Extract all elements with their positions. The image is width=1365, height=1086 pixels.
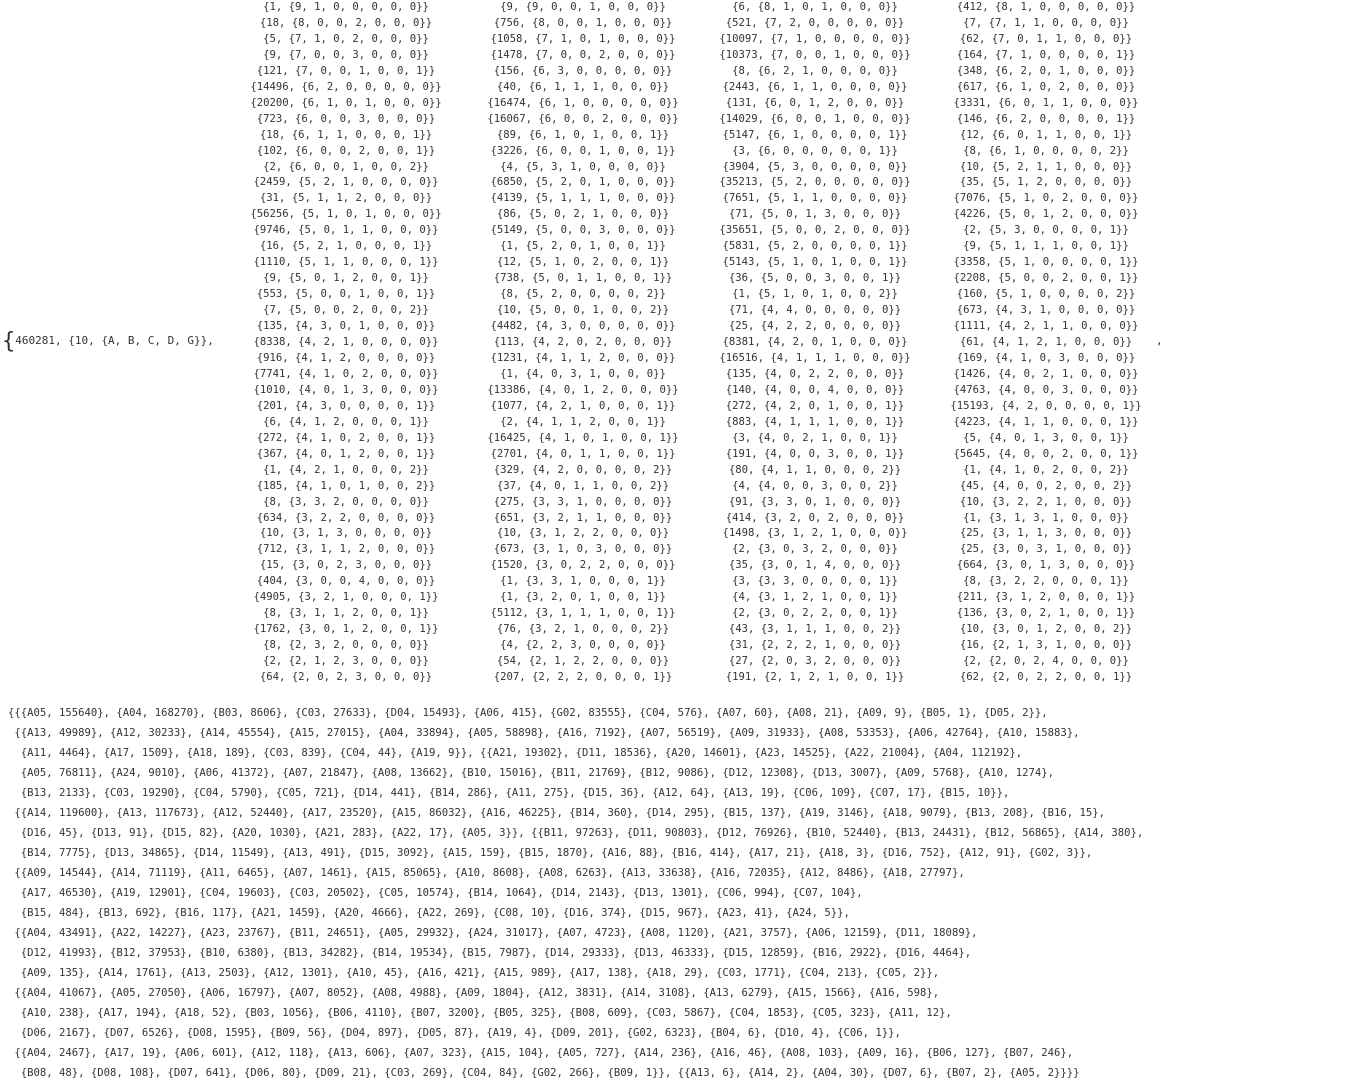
- matrix-entry: {3, {4, 0, 2, 1, 0, 0, 1}}: [732, 431, 898, 444]
- matrix-entry: {8, {3, 3, 2, 0, 0, 0, 0}}: [263, 495, 429, 508]
- matrix-entry: {13386, {4, 0, 1, 2, 0, 0, 0}}: [487, 383, 679, 396]
- matrix-entry: {10, {3, 0, 1, 2, 0, 0, 2}}: [959, 623, 1133, 636]
- matrix-entry: {121, {7, 0, 0, 1, 0, 0, 1}}: [256, 64, 436, 77]
- matrix-entry: {6850, {5, 2, 0, 1, 0, 0, 0}}: [490, 176, 676, 189]
- matrix-entry: {76, {3, 2, 1, 0, 0, 0, 2}}: [496, 623, 670, 636]
- nested-list-output: [8, 703, 1362, 1083]
- matrix-entry: {1, {9, 1, 0, 0, 0, 0, 0}}: [263, 1, 429, 13]
- matrix-entry: {10097, {7, 1, 0, 0, 0, 0, 0}}: [719, 32, 911, 45]
- matrix-entry: {7651, {5, 1, 1, 0, 0, 0, 0}}: [722, 192, 908, 205]
- output-line: {B13, 2133}, {C03, 19290}, {C04, 5790}, {C05, 721}, {D14, 441}, {B14, 286}, {A11, 275}, {D15, 36}, {A12, 64}, {A13, 19}, {C06, 109}, {C07, 17}, {B15, 10}},: [8, 787, 1010, 799]
- matrix-entry: {9, {5, 1, 1, 1, 0, 0, 1}}: [963, 240, 1129, 253]
- output-line: {{A13, 49989}, {A12, 30233}, {A14, 45554}, {A15, 27015}, {A04, 33894}, {A05, 58898}, {A16, 7192}, {A07, 56519}, {A09, 31933}, {A08, 53353}, {A06, 42764}, {A10, 15883},: [8, 727, 1080, 739]
- matrix-entry: {8, {3, 1, 1, 2, 0, 0, 1}}: [263, 607, 429, 620]
- matrix-entry: {80, {4, 1, 1, 0, 0, 0, 2}}: [728, 463, 902, 476]
- output-line: {B14, 7775}, {D13, 34865}, {D14, 11549}, {A13, 491}, {D15, 3092}, {A15, 159}, {B15, 1870}, {A16, 88}, {B16, 414}, {A17, 21}, {A18, 3}, {D16, 752}, {A12, 91}, {G02, 3}},: [8, 847, 1093, 859]
- matrix-entry: {3, {3, 3, 0, 0, 0, 0, 1}}: [732, 575, 898, 588]
- matrix-entry: {8, {2, 3, 2, 0, 0, 0, 0}}: [263, 639, 429, 652]
- matrix-entry: {9746, {5, 0, 1, 1, 0, 0, 0}}: [253, 224, 439, 237]
- output-line: {D12, 41993}, {B12, 37953}, {B10, 6380}, {B13, 34282}, {B14, 19534}, {B15, 7987}, {D14, 29333}, {D13, 46333}, {D15, 12859}, {B16, 2922}, {D16, 4464},: [8, 947, 972, 959]
- matrix-entry: {16, {5, 2, 1, 0, 0, 0, 1}}: [259, 240, 433, 253]
- matrix-entry: {6, {8, 1, 0, 1, 0, 0, 0}}: [732, 1, 898, 13]
- matrix-entry: {1762, {3, 0, 1, 2, 0, 0, 1}}: [253, 623, 439, 636]
- matrix-entry: {673, {3, 1, 0, 3, 0, 0, 0}}: [493, 543, 673, 556]
- matrix-entry: {2208, {5, 0, 0, 2, 0, 0, 1}}: [953, 272, 1139, 285]
- matrix-entry: {25, {4, 2, 2, 0, 0, 0, 0}}: [728, 320, 902, 333]
- matrix-entry: {62, {2, 0, 2, 2, 0, 0, 1}}: [959, 671, 1133, 684]
- matrix-entry: {2701, {4, 0, 1, 1, 0, 0, 1}}: [490, 447, 676, 460]
- matrix-entry: {191, {4, 0, 0, 3, 0, 0, 1}}: [725, 447, 905, 460]
- matrix-entry: {35, {5, 1, 2, 0, 0, 0, 0}}: [959, 176, 1133, 189]
- matrix-entry: {1, {3, 2, 0, 1, 0, 0, 1}}: [500, 591, 666, 604]
- output-line: {A10, 238}, {A17, 194}, {A18, 52}, {B03, 1056}, {B06, 4110}, {B07, 3200}, {B05, 325}, {B08, 609}, {C03, 5867}, {C04, 1853}, {C05, 323}, {A11, 12},: [8, 1007, 952, 1019]
- matrix-entry: {617, {6, 1, 0, 2, 0, 0, 0}}: [956, 80, 1136, 93]
- matrix-entry: {5, {4, 0, 1, 3, 0, 0, 1}}: [963, 431, 1129, 444]
- matrix-entry: {4, {4, 0, 0, 3, 0, 0, 2}}: [732, 479, 898, 492]
- matrix-entry: {31, {2, 2, 2, 1, 0, 0, 0}}: [728, 639, 902, 652]
- matrix-entry: {5, {7, 1, 0, 2, 0, 0, 0}}: [263, 32, 429, 45]
- matrix-entry: {7741, {4, 1, 0, 2, 0, 0, 0}}: [253, 367, 439, 380]
- matrix-entry: {2459, {5, 2, 1, 0, 0, 0, 0}}: [253, 176, 439, 189]
- matrix-entry: {738, {5, 0, 1, 1, 0, 0, 1}}: [493, 272, 673, 285]
- matrix-entry: {18, {8, 0, 0, 2, 0, 0, 0}}: [259, 16, 433, 29]
- matrix-entry: {62, {7, 0, 1, 1, 0, 0, 0}}: [959, 32, 1133, 45]
- matrix-entry: {91, {3, 3, 0, 1, 0, 0, 0}}: [728, 495, 902, 508]
- matrix-entry: {4226, {5, 0, 1, 2, 0, 0, 0}}: [953, 208, 1139, 221]
- matrix-entry: {673, {4, 3, 1, 0, 0, 0, 0}}: [956, 304, 1136, 317]
- matrix-entry: {160, {5, 1, 0, 0, 0, 0, 2}}: [956, 288, 1136, 301]
- matrix-entry: {20200, {6, 1, 0, 1, 0, 0, 0}}: [250, 96, 442, 109]
- matrix-entry: {1, {3, 3, 1, 0, 0, 0, 1}}: [500, 575, 666, 588]
- matrix-entry: {1058, {7, 1, 0, 1, 0, 0, 0}}: [490, 32, 676, 45]
- matrix-entry: {35213, {5, 2, 0, 0, 0, 0, 0}}: [719, 176, 911, 189]
- matrix-entry: {45, {4, 0, 0, 2, 0, 0, 2}}: [959, 479, 1133, 492]
- matrix-entry: {2443, {6, 1, 1, 0, 0, 0, 0}}: [722, 80, 908, 93]
- matrix-entry: {2, {2, 0, 2, 4, 0, 0, 0}}: [963, 655, 1129, 668]
- matrix-entry: {712, {3, 1, 1, 2, 0, 0, 0}}: [256, 543, 436, 556]
- matrix-entry: {756, {8, 0, 0, 1, 0, 0, 0}}: [493, 16, 673, 29]
- matrix-entry: {1, {4, 2, 1, 0, 0, 0, 2}}: [263, 463, 429, 476]
- output-line: {{A09, 14544}, {A14, 71119}, {A11, 6465}, {A07, 1461}, {A15, 85065}, {A10, 8608}, {A08, 6263}, {A13, 33638}, {A16, 72035}, {A12, 8486}, {A18, 27797},: [8, 867, 965, 879]
- matrix-entry: {634, {3, 2, 2, 0, 0, 0, 0}}: [256, 511, 436, 524]
- matrix-entry: {1478, {7, 0, 0, 2, 0, 0, 0}}: [490, 48, 676, 61]
- matrix-entry: {16474, {6, 1, 0, 0, 0, 0, 0}}: [487, 96, 679, 109]
- trailing-comma: ,: [1156, 334, 1163, 347]
- matrix-entry: {8, {3, 2, 2, 0, 0, 0, 1}}: [963, 575, 1129, 588]
- matrix-entry: {61, {4, 1, 2, 1, 0, 0, 0}}: [959, 336, 1133, 349]
- matrix-entry: {272, {4, 1, 0, 2, 0, 0, 1}}: [256, 431, 436, 444]
- output-line: {D16, 45}, {D13, 91}, {D15, 82}, {A20, 1030}, {A21, 283}, {A22, 17}, {A05, 3}}, {{B11, 97263}, {D11, 90803}, {D12, 76926}, {B10, 52440}, {B13, 24431}, {B12, 56865}, {A14, 380},: [8, 827, 1144, 839]
- matrix-entry: {191, {2, 1, 2, 1, 0, 0, 1}}: [725, 671, 905, 684]
- matrix-entry: {1077, {4, 2, 1, 0, 0, 0, 1}}: [490, 399, 676, 412]
- matrix-entry: {4905, {3, 2, 1, 0, 0, 0, 1}}: [253, 591, 439, 604]
- matrix-entry: {27, {2, 0, 3, 2, 0, 0, 0}}: [728, 655, 902, 668]
- matrix-entry: {113, {4, 2, 0, 2, 0, 0, 0}}: [493, 336, 673, 349]
- matrix-entry: {89, {6, 1, 0, 1, 0, 0, 1}}: [496, 128, 670, 141]
- matrix-entry: {169, {4, 1, 0, 3, 0, 0, 0}}: [956, 351, 1136, 364]
- matrix-entry: {348, {6, 2, 0, 1, 0, 0, 0}}: [956, 64, 1136, 77]
- matrix-entry: {412, {8, 1, 0, 0, 0, 0, 0}}: [956, 1, 1136, 13]
- matrix-entry: {7, {5, 0, 0, 2, 0, 0, 2}}: [263, 304, 429, 317]
- matrix-entry: {1, {4, 1, 0, 2, 0, 0, 2}}: [963, 463, 1129, 476]
- matrix-entry: {4223, {4, 1, 1, 0, 0, 0, 1}}: [953, 415, 1139, 428]
- matrix-entry: {2, {5, 3, 0, 0, 0, 0, 1}}: [963, 224, 1129, 237]
- matrix-entry: {1110, {5, 1, 1, 0, 0, 0, 1}}: [253, 256, 439, 269]
- matrix-column-1: [228, 0, 464, 686]
- matrix-entry: {14496, {6, 2, 0, 0, 0, 0, 0}}: [250, 80, 442, 93]
- matrix-entry: {521, {7, 2, 0, 0, 0, 0, 0}}: [725, 16, 905, 29]
- matrix-entry: {146, {6, 2, 0, 0, 0, 0, 1}}: [956, 112, 1136, 125]
- matrix-entry: {5112, {3, 1, 1, 1, 0, 0, 1}}: [490, 607, 676, 620]
- matrix-entry: {37, {4, 0, 1, 1, 0, 0, 2}}: [496, 479, 670, 492]
- output-line: {B08, 48}, {D08, 108}, {D07, 641}, {D06, 80}, {D09, 21}, {C03, 269}, {C04, 84}, {G02, 266}, {B09, 1}}, {{A13, 6}, {A14, 2}, {A04, 30}, {D07, 6}, {B07, 2}, {A05, 2}}}}: [8, 1067, 1080, 1079]
- matrix-entry: {9, {7, 0, 0, 3, 0, 0, 0}}: [263, 48, 429, 61]
- matrix-entry: {2, {2, 1, 2, 3, 0, 0, 0}}: [263, 655, 429, 668]
- matrix-entry: {1, {5, 1, 0, 1, 0, 0, 2}}: [732, 288, 898, 301]
- matrix-entry: {4763, {4, 0, 0, 3, 0, 0, 0}}: [953, 383, 1139, 396]
- matrix-column-2: [466, 0, 700, 686]
- matrix-entry: {31, {5, 1, 1, 2, 0, 0, 0}}: [259, 192, 433, 205]
- matrix-entry: {883, {4, 1, 1, 1, 0, 0, 1}}: [725, 415, 905, 428]
- matrix-entry: {10, {5, 2, 1, 1, 0, 0, 0}}: [959, 160, 1133, 173]
- matrix-entry: {15193, {4, 2, 0, 0, 0, 0, 1}}: [950, 399, 1142, 412]
- matrix-column-4: [930, 0, 1162, 686]
- matrix-entry: {10, {3, 2, 2, 1, 0, 0, 0}}: [959, 495, 1133, 508]
- matrix-entry: {553, {5, 0, 0, 1, 0, 0, 1}}: [256, 288, 436, 301]
- matrix-entry: {156, {6, 3, 0, 0, 0, 0, 0}}: [493, 64, 673, 77]
- output-line: {A05, 76811}, {A24, 9010}, {A06, 41372}, {A07, 21847}, {A08, 13662}, {B10, 15016}, {B11, 21769}, {B12, 9086}, {D12, 12308}, {D13, 3007}, {A09, 5768}, {A10, 1274},: [8, 767, 1054, 779]
- matrix-entry: {56256, {5, 1, 0, 1, 0, 0, 0}}: [250, 208, 442, 221]
- matrix-entry: {5147, {6, 1, 0, 0, 0, 0, 1}}: [722, 128, 908, 141]
- matrix-entry: {16, {2, 1, 3, 1, 0, 0, 0}}: [959, 639, 1133, 652]
- open-brace: {: [2, 329, 16, 354]
- matrix-entry: {207, {2, 2, 2, 0, 0, 0, 1}}: [493, 671, 673, 684]
- matrix-entry: {651, {3, 2, 1, 1, 0, 0, 0}}: [493, 511, 673, 524]
- matrix-entry: {64, {2, 0, 2, 3, 0, 0, 0}}: [259, 671, 433, 684]
- matrix-entry: {10, {5, 0, 0, 1, 0, 0, 2}}: [496, 304, 670, 317]
- matrix-entry: {1, {3, 1, 3, 1, 0, 0, 0}}: [963, 511, 1129, 524]
- matrix-column-3: [698, 0, 932, 686]
- matrix-entry: {664, {3, 0, 1, 3, 0, 0, 0}}: [956, 559, 1136, 572]
- matrix-entry: {8338, {4, 2, 1, 0, 0, 0, 0}}: [253, 336, 439, 349]
- matrix-entry: {329, {4, 2, 0, 0, 0, 0, 2}}: [493, 463, 673, 476]
- matrix-entry: {4, {2, 2, 3, 0, 0, 0, 0}}: [500, 639, 666, 652]
- output-line: {{A14, 119600}, {A13, 117673}, {A12, 52440}, {A17, 23520}, {A15, 86032}, {A16, 46225}, {B14, 360}, {D14, 295}, {B15, 137}, {A19, 3146}, {A18, 9079}, {B13, 208}, {B16, 15},: [8, 807, 1106, 819]
- matrix-entry: {135, {4, 3, 0, 1, 0, 0, 0}}: [256, 320, 436, 333]
- matrix-entry: {7, {7, 1, 1, 0, 0, 0, 0}}: [963, 16, 1129, 29]
- matrix-entry: {164, {7, 1, 0, 0, 0, 0, 1}}: [956, 48, 1136, 61]
- matrix-entry: {1426, {4, 0, 2, 1, 0, 0, 0}}: [953, 367, 1139, 380]
- output-line: {A17, 46530}, {A19, 12901}, {C04, 19603}, {C03, 20502}, {C05, 10574}, {B14, 1064}, {D14, 2143}, {D13, 1301}, {C06, 994}, {C07, 104},: [8, 887, 863, 899]
- matrix-entry: {1231, {4, 1, 1, 2, 0, 0, 0}}: [490, 351, 676, 364]
- matrix-entry: {1, {4, 0, 3, 1, 0, 0, 0}}: [500, 367, 666, 380]
- output-lead: [2, 329, 214, 354]
- matrix-entry: {15, {3, 0, 2, 3, 0, 0, 0}}: [259, 559, 433, 572]
- matrix-entry: {8, {6, 1, 0, 0, 0, 0, 2}}: [963, 144, 1129, 157]
- matrix-entry: {211, {3, 1, 2, 0, 0, 0, 1}}: [956, 591, 1136, 604]
- matrix-entry: {135, {4, 0, 2, 2, 0, 0, 0}}: [725, 367, 905, 380]
- matrix-entry: {86, {5, 0, 2, 1, 0, 0, 0}}: [496, 208, 670, 221]
- matrix-entry: {367, {4, 0, 1, 2, 0, 0, 1}}: [256, 447, 436, 460]
- matrix-entry: {4, {3, 1, 2, 1, 0, 0, 1}}: [732, 591, 898, 604]
- matrix-entry: {5149, {5, 0, 0, 3, 0, 0, 0}}: [490, 224, 676, 237]
- matrix-entry: {54, {2, 1, 2, 2, 0, 0, 0}}: [496, 655, 670, 668]
- matrix-entry: {3904, {5, 3, 0, 0, 0, 0, 0}}: [722, 160, 908, 173]
- matrix-entry: {3226, {6, 0, 0, 1, 0, 0, 1}}: [490, 144, 676, 157]
- matrix-entry: {5645, {4, 0, 0, 2, 0, 0, 1}}: [953, 447, 1139, 460]
- matrix-entry: {4482, {4, 3, 0, 0, 0, 0, 0}}: [490, 320, 676, 333]
- matrix-entry: {71, {5, 0, 1, 3, 0, 0, 0}}: [728, 208, 902, 221]
- output-line: {{A04, 43491}, {A22, 14227}, {A23, 23767}, {B11, 24651}, {A05, 29932}, {A24, 31017}, {A07, 4723}, {A08, 1120}, {A21, 3757}, {A06, 12159}, {D11, 18089},: [8, 927, 978, 939]
- output-line: {{A04, 41067}, {A05, 27050}, {A06, 16797}, {A07, 8052}, {A08, 4988}, {A09, 1804}, {A12, 3831}, {A14, 3108}, {A13, 6279}, {A15, 1566}, {A16, 598},: [8, 987, 940, 999]
- matrix-entry: {185, {4, 1, 0, 1, 0, 0, 2}}: [256, 479, 436, 492]
- matrix-entry: {140, {4, 0, 0, 4, 0, 0, 0}}: [725, 383, 905, 396]
- matrix-entry: {14029, {6, 0, 0, 1, 0, 0, 0}}: [719, 112, 911, 125]
- matrix-entry: {414, {3, 2, 0, 2, 0, 0, 0}}: [725, 511, 905, 524]
- matrix-entry: {5831, {5, 2, 0, 0, 0, 0, 1}}: [722, 240, 908, 253]
- matrix-entry: {10, {3, 1, 3, 0, 0, 0, 0}}: [259, 527, 433, 540]
- matrix-entry: {43, {3, 1, 1, 1, 0, 0, 2}}: [728, 623, 902, 636]
- output-line: {B15, 484}, {B13, 692}, {B16, 117}, {A21, 1459}, {A20, 4666}, {A22, 269}, {C08, 10}, {D16, 374}, {D15, 967}, {A23, 41}, {A24, 5}},: [8, 907, 850, 919]
- matrix-entry: {131, {6, 0, 1, 2, 0, 0, 0}}: [725, 96, 905, 109]
- matrix-entry: {136, {3, 0, 2, 1, 0, 0, 1}}: [956, 607, 1136, 620]
- matrix-entry: {723, {6, 0, 0, 3, 0, 0, 0}}: [256, 112, 436, 125]
- matrix-entry: {40, {6, 1, 1, 1, 0, 0, 0}}: [496, 80, 670, 93]
- matrix-entry: {1010, {4, 0, 1, 3, 0, 0, 0}}: [253, 383, 439, 396]
- matrix-entry: {16425, {4, 1, 0, 1, 0, 0, 1}}: [487, 431, 679, 444]
- matrix-entry: {10373, {7, 0, 0, 1, 0, 0, 0}}: [719, 48, 911, 61]
- matrix-entry: {12, {5, 1, 0, 2, 0, 0, 1}}: [496, 256, 670, 269]
- matrix-entry: {36, {5, 0, 0, 3, 0, 0, 1}}: [728, 272, 902, 285]
- matrix-entry: {18, {6, 1, 1, 0, 0, 0, 1}}: [259, 128, 433, 141]
- matrix-entry: {102, {6, 0, 0, 2, 0, 0, 1}}: [256, 144, 436, 157]
- matrix-entry: {25, {3, 1, 1, 3, 0, 0, 0}}: [959, 527, 1133, 540]
- matrix-entry: {3331, {6, 0, 1, 1, 0, 0, 0}}: [953, 96, 1139, 109]
- matrix-entry: {6, {4, 1, 2, 0, 0, 0, 1}}: [263, 415, 429, 428]
- matrix-entry: {916, {4, 1, 2, 0, 0, 0, 0}}: [256, 351, 436, 364]
- matrix-entry: {1, {5, 2, 0, 1, 0, 0, 1}}: [500, 240, 666, 253]
- matrix-entry: {3, {6, 0, 0, 0, 0, 0, 1}}: [732, 144, 898, 157]
- output-line: {{A04, 2467}, {A17, 19}, {A06, 601}, {A12, 118}, {A13, 606}, {A07, 323}, {A15, 104}, {A05, 727}, {A14, 236}, {A16, 46}, {A08, 103}, {A09, 16}, {B06, 127}, {B07, 246},: [8, 1047, 1074, 1059]
- matrix-entry: {16516, {4, 1, 1, 1, 0, 0, 0}}: [719, 351, 911, 364]
- matrix-entry: {8, {5, 2, 0, 0, 0, 0, 2}}: [500, 288, 666, 301]
- matrix-entry: {25, {3, 0, 3, 1, 0, 0, 0}}: [959, 543, 1133, 556]
- matrix-entry: {272, {4, 2, 0, 1, 0, 0, 1}}: [725, 399, 905, 412]
- matrix-entry: {16067, {6, 0, 0, 2, 0, 0, 0}}: [487, 112, 679, 125]
- matrix-entry: {2, {3, 0, 2, 2, 0, 0, 1}}: [732, 607, 898, 620]
- matrix-entry: {4, {5, 3, 1, 0, 0, 0, 0}}: [500, 160, 666, 173]
- matrix-entry: {4139, {5, 1, 1, 1, 0, 0, 0}}: [490, 192, 676, 205]
- matrix-entry: {2, {4, 1, 1, 2, 0, 0, 1}}: [500, 415, 666, 428]
- output-line: {{{A05, 155640}, {A04, 168270}, {B03, 8606}, {C03, 27633}, {D04, 15493}, {A06, 415}, {G02, 83555}, {C04, 576}, {A07, 60}, {A08, 21}, {A09, 9}, {B05, 1}, {D05, 2}},: [8, 707, 1048, 719]
- matrix-entry: {9, {9, 0, 0, 1, 0, 0, 0}}: [500, 1, 666, 13]
- matrix-entry: {8381, {4, 2, 0, 1, 0, 0, 0}}: [722, 336, 908, 349]
- output-line: {A11, 4464}, {A17, 1509}, {A18, 189}, {C03, 839}, {C04, 44}, {A19, 9}}, {{A21, 19302}, {D11, 18536}, {A20, 14601}, {A23, 14525}, {A22, 21004}, {A04, 112192},: [8, 747, 1023, 759]
- matrix-entry: {404, {3, 0, 0, 4, 0, 0, 0}}: [256, 575, 436, 588]
- output-line: {D06, 2167}, {D07, 6526}, {D08, 1595}, {B09, 56}, {D04, 897}, {D05, 87}, {A19, 4}, {D09, 201}, {G02, 6323}, {B04, 6}, {D10, 4}, {C06, 1}},: [8, 1027, 901, 1039]
- matrix-entry: {71, {4, 4, 0, 0, 0, 0, 0}}: [728, 304, 902, 317]
- matrix-entry: {9, {5, 0, 1, 2, 0, 0, 1}}: [263, 272, 429, 285]
- matrix-entry: {275, {3, 3, 1, 0, 0, 0, 0}}: [493, 495, 673, 508]
- matrix-entry: {2, {3, 0, 3, 2, 0, 0, 0}}: [732, 543, 898, 556]
- matrix-entry: {5143, {5, 1, 0, 1, 0, 0, 1}}: [722, 256, 908, 269]
- matrix-entry: {201, {4, 3, 0, 0, 0, 0, 1}}: [256, 399, 436, 412]
- matrix-entry: {35651, {5, 0, 0, 2, 0, 0, 0}}: [719, 224, 911, 237]
- matrix-entry: {7076, {5, 1, 0, 2, 0, 0, 0}}: [953, 192, 1139, 205]
- output-line: {A09, 135}, {A14, 1761}, {A13, 2503}, {A12, 1301}, {A10, 45}, {A16, 421}, {A15, 989}, {A17, 138}, {A18, 29}, {C03, 1771}, {C04, 213}, {C05, 2}},: [8, 967, 940, 979]
- matrix-entry: {3358, {5, 1, 0, 0, 0, 0, 1}}: [953, 256, 1139, 269]
- matrix-entry: {10, {3, 1, 2, 2, 0, 0, 0}}: [496, 527, 670, 540]
- matrix-entry: {2, {6, 0, 0, 1, 0, 0, 2}}: [263, 160, 429, 173]
- matrix-entry: {1111, {4, 2, 1, 1, 0, 0, 0}}: [953, 320, 1139, 333]
- lead-text: 460281, {10, {A, B, C, D, G}},: [15, 334, 214, 347]
- matrix-entry: {12, {6, 0, 1, 1, 0, 0, 1}}: [959, 128, 1133, 141]
- matrix-entry: {8, {6, 2, 1, 0, 0, 0, 0}}: [732, 64, 898, 77]
- matrix-entry: {1498, {3, 1, 2, 1, 0, 0, 0}}: [722, 527, 908, 540]
- matrix-entry: {35, {3, 0, 1, 4, 0, 0, 0}}: [728, 559, 902, 572]
- matrix-entry: {1520, {3, 0, 2, 2, 0, 0, 0}}: [490, 559, 676, 572]
